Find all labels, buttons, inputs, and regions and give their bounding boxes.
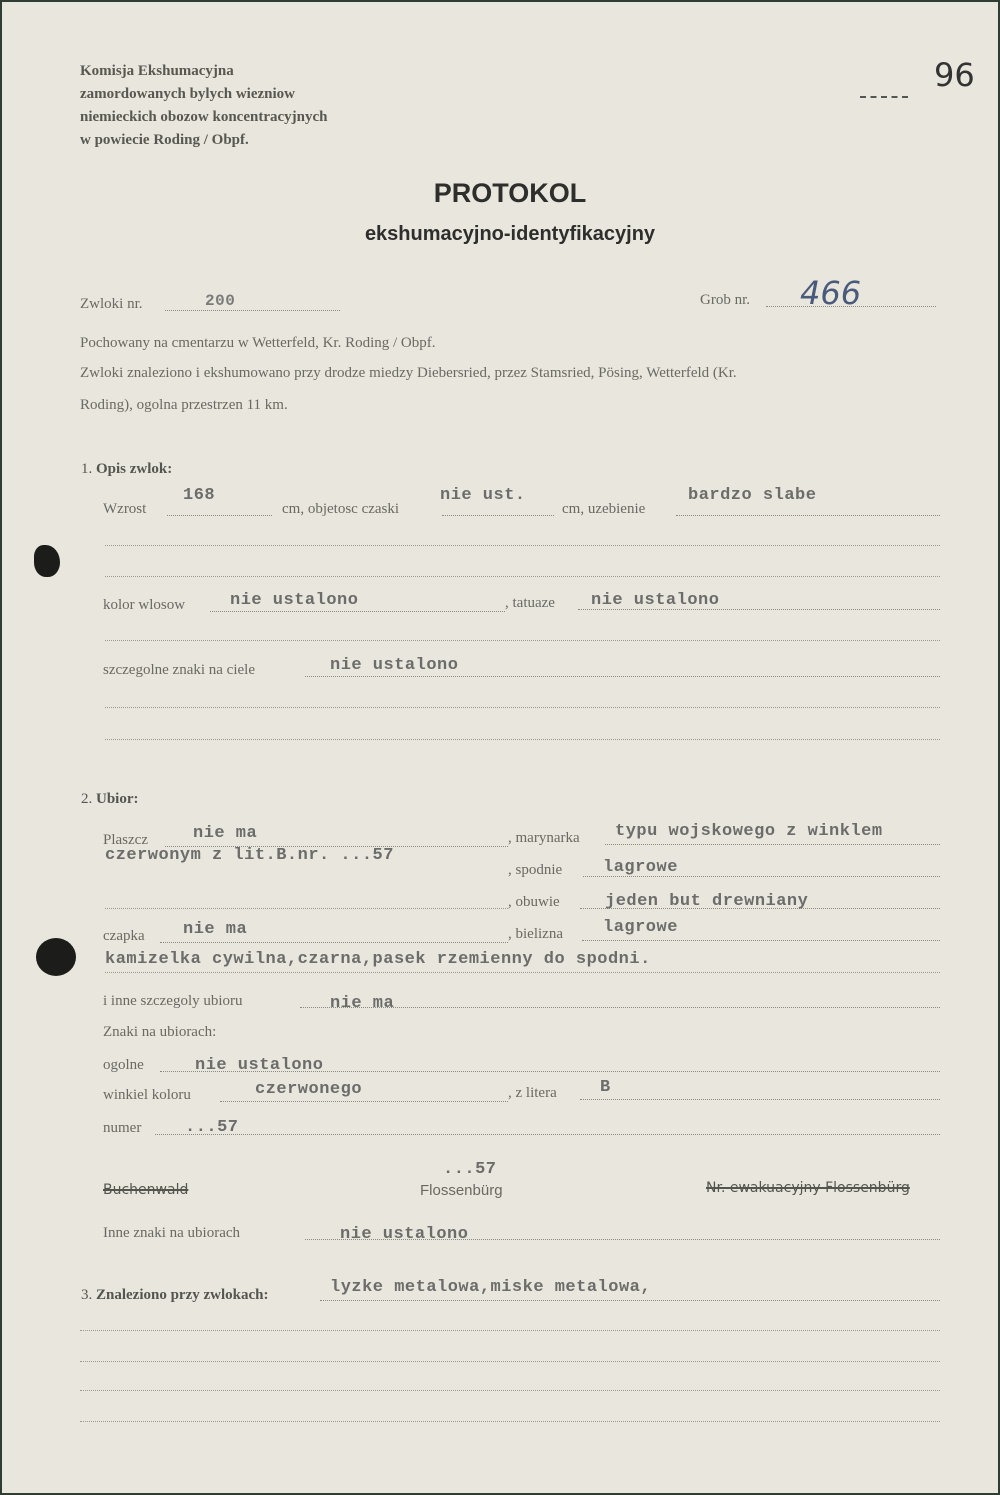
punch-hole-top	[34, 545, 60, 577]
plaszcz-label: Plaszcz	[103, 832, 148, 848]
bielizna-label: , bielizna	[508, 926, 563, 942]
spodnie-value: lagrowe	[603, 858, 678, 877]
header-line-1: Komisja Ekshumacyjna	[80, 63, 234, 79]
uzebienie-value: bardzo slabe	[688, 486, 817, 505]
ogolne-label: ogolne	[103, 1057, 144, 1073]
stamp-number: ...57	[443, 1160, 497, 1179]
inne-znaki-value: nie ustalono	[340, 1225, 469, 1244]
section-2-title: Ubior:	[96, 791, 139, 807]
page-number: 96	[934, 56, 975, 94]
page-title: PROTOKOL	[433, 178, 587, 208]
stamp-ewakuacyjny: Nr. ewakuacyjny Flossenbürg	[706, 1180, 910, 1196]
bielizna-value: lagrowe	[603, 918, 678, 937]
page-subtitle: ekshumacyjno-identyfikacyjny	[364, 223, 656, 245]
marynarka-continued: czerwonym z lit.B.nr. ...57	[105, 846, 394, 865]
stamp-flossenburg: Flossenbürg	[420, 1182, 503, 1199]
inne-szczegoly-value: nie ma	[330, 994, 395, 1013]
tatuaze-value: nie ustalono	[591, 591, 720, 610]
winkiel-value: czerwonego	[255, 1080, 363, 1099]
wlosy-label: kolor wlosow	[103, 597, 186, 613]
wlosy-value: nie ustalono	[230, 591, 359, 610]
inne-szczegoly-label: i inne szczegoly ubioru	[103, 993, 243, 1009]
intro-line-1: Pochowany na cmentarzu w Wetterfeld, Kr. Roding / Obpf.	[80, 335, 436, 351]
ogolne-value: nie ustalono	[195, 1056, 324, 1075]
page-number-mark	[860, 96, 908, 98]
section-3-title: Znaleziono przy zwlokach:	[96, 1287, 269, 1303]
wzrost-value: 168	[183, 486, 216, 505]
section-3-value: lyzke metalowa,miske metalowa,	[330, 1278, 652, 1297]
cm-czaszka-label: cm, objetosc czaski	[282, 501, 400, 517]
kamizelka-note: kamizelka cywilna,czarna,pasek rzemienny do spodni.	[105, 950, 651, 969]
section-2-number: 2.	[81, 791, 93, 807]
znaki-ciele-value: nie ustalono	[330, 656, 459, 675]
spodnie-label: , spodnie	[508, 862, 563, 878]
cm-uzebienie-label: cm, uzebienie	[562, 501, 646, 517]
zwloki-value: 200	[205, 292, 236, 310]
czaszka-value: nie ust.	[440, 486, 526, 505]
section-1-heading	[81, 461, 172, 478]
section-2-heading	[81, 791, 139, 808]
numer-value: ...57	[185, 1118, 239, 1137]
intro-line-3: Roding), ogolna przestrzen 11 km.	[80, 397, 288, 413]
header-line-3: niemieckich obozow koncentracyjnych	[80, 109, 328, 125]
zwloki-label: Zwloki nr.	[80, 296, 143, 312]
section-1-title: Opis zwlok:	[96, 461, 173, 477]
znaki-ubiorach-label: Znaki na ubiorach:	[103, 1024, 217, 1040]
section-1-number: 1.	[81, 461, 93, 477]
header-line-4: w powiecie Roding / Obpf.	[80, 132, 249, 148]
section-3-heading	[81, 1287, 269, 1304]
section-3-number: 3.	[81, 1287, 93, 1303]
znaki-ciele-label: szczegolne znaki na ciele	[103, 662, 255, 678]
czapka-label: czapka	[103, 928, 145, 944]
marynarka-value: typu wojskowego z winklem	[615, 822, 883, 841]
grob-label: Grob nr.	[700, 292, 750, 308]
intro-line-2: Zwloki znaleziono i ekshumowano przy drodze miedzy Diebersried, przez Stamsried, Pösing, Wetterfeld (Kr.	[80, 365, 737, 381]
tatuaze-label: , tatuaze	[505, 595, 555, 611]
punch-hole-bottom	[36, 938, 76, 976]
header-line-2: zamordowanych bylych wiezniow	[80, 86, 295, 102]
plaszcz-value: nie ma	[193, 824, 258, 843]
numer-label: numer	[103, 1120, 142, 1136]
czapka-value: nie ma	[183, 920, 248, 939]
winkiel-label: winkiel koloru	[103, 1087, 191, 1103]
marynarka-label: , marynarka	[508, 830, 580, 846]
litera-label: , z litera	[508, 1085, 557, 1101]
obuwie-value: jeden but drewniany	[605, 892, 809, 911]
litera-value: B	[600, 1078, 611, 1097]
obuwie-label: , obuwie	[508, 894, 560, 910]
grob-value: 466	[800, 274, 862, 312]
wzrost-label: Wzrost	[103, 501, 147, 517]
inne-znaki-label: Inne znaki na ubiorach	[103, 1225, 241, 1241]
stamp-buchenwald: Buchenwald	[103, 1182, 189, 1198]
